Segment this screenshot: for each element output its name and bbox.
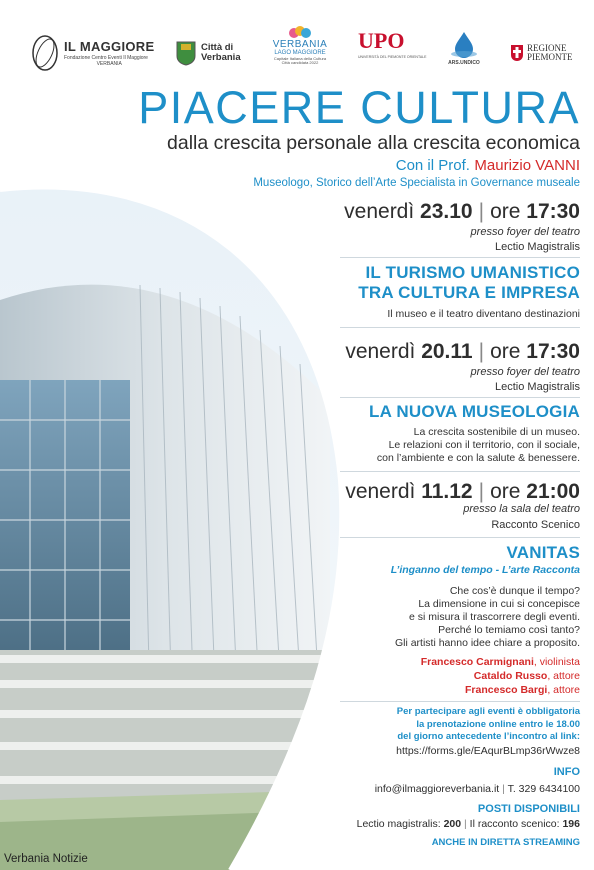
event3-subtitle: L’inganno del tempo - L’arte Racconta (390, 564, 580, 576)
event3-q2: La dimensione in cui si concepisce (418, 598, 580, 610)
verbania-tag1: Capitale Italiana della Cultura (273, 55, 327, 61)
seats-racconto-value: 196 (562, 818, 580, 830)
cast-1-name: Francesco Carmignani (420, 656, 534, 668)
cast-2-role: , attore (547, 670, 580, 682)
event2-date-value: 20.11 (421, 340, 473, 363)
watermark: Verbania Notizie (4, 853, 88, 865)
header (40, 84, 580, 154)
cast-3 (465, 684, 580, 696)
event3-divider2 (340, 701, 580, 702)
maggiore-sub2: VERBANIA (96, 60, 122, 67)
event3-title: VANITAS (506, 543, 580, 562)
event3-q3: e si misura il trascorrere degli eventi. (409, 611, 580, 623)
event3-venue: presso la sala del teatro (463, 503, 580, 515)
logo-regione-piemonte (510, 30, 582, 76)
booking-line3: del giorno antecedente l’incontro al link: (397, 731, 580, 742)
event1-time-label: ore (490, 200, 521, 223)
citta-line2: Verbania (201, 52, 241, 63)
event2-date (345, 340, 580, 364)
logo-citta-di-verbania (176, 30, 246, 76)
info-contacts (375, 783, 580, 795)
speaker-role: Museologo, Storico dell’Arte Specialista in Governance museale (253, 177, 580, 189)
event2-venue: presso foyer del teatro (470, 366, 580, 378)
piemonte-crest-icon (510, 44, 524, 62)
event1-desc: Il museo e il teatro diventano destinazioni (387, 308, 580, 320)
cast-1-role: , violinista (533, 656, 580, 668)
upo-name: UPO (358, 28, 405, 53)
seats-title: POSTI DISPONIBILI (477, 803, 580, 815)
event1-date-value: 23.10 (420, 200, 473, 223)
event3-time: 21:00 (526, 480, 580, 503)
event3-date (345, 480, 580, 504)
event2-title: LA NUOVA MUSEOLOGIA (369, 402, 580, 421)
event2-desc2: Le relazioni con il territorio, con il sociale, (388, 439, 580, 451)
regione-line2: PIEMONTE (527, 52, 573, 62)
streaming-note: ANCHE IN DIRETTA STREAMING (431, 837, 580, 848)
seats-sep: | (461, 818, 470, 830)
info-phone[interactable]: T. 329 6434100 (507, 783, 580, 795)
logo-ars-undico (442, 30, 486, 76)
maggiore-sub1: Fondazione Centro Eventi Il Maggiore (64, 54, 148, 61)
cast-3-name: Francesco Bargi (465, 684, 548, 696)
info-sep: | (502, 783, 505, 795)
event3-q5: Gli artisti hanno idee chiare a proposito. (394, 637, 580, 649)
info-email[interactable]: info@ilmaggioreverbania.it (374, 783, 500, 795)
event3-sep: | (478, 480, 485, 503)
seats-lectio-value: 200 (443, 818, 462, 830)
booking-block (397, 706, 580, 744)
cast-2 (474, 670, 580, 682)
speaker-name: Maurizio VANNI (474, 157, 580, 174)
page-subtitle: dalla crescita personale alla crescita economica (167, 132, 580, 154)
seats-values (357, 818, 580, 830)
event3-q4: Perché lo temiamo così tanto? (438, 624, 580, 636)
upo-sub: UNIVERSITÀ DEL PIEMONTE ORIENTALE (358, 55, 427, 59)
citta-line1: Città di (201, 42, 234, 54)
event1-sep: | (478, 200, 485, 223)
event1-title1: IL TURISMO UMANISTICO (365, 263, 580, 282)
regione-line1: REGIONE (527, 43, 567, 53)
speaker-prefix: Con il Prof. (395, 157, 470, 174)
info-title: INFO (553, 766, 580, 778)
event2-time: 17:30 (526, 340, 580, 363)
event1-divider (340, 257, 580, 258)
event1-venue: presso foyer del teatro (470, 226, 580, 238)
event2-day: venerdì (345, 340, 416, 363)
event3-kind: Racconto Scenico (491, 519, 580, 531)
event1-kind: Lectio Magistralis (495, 241, 580, 253)
event2-sep: | (478, 340, 485, 363)
verbania-colorful-icon (285, 24, 315, 40)
cast-3-role: , attore (547, 684, 580, 696)
event2-desc3: con l’ambiente e con la salute & benessere. (376, 452, 580, 464)
event2-divider2 (340, 471, 580, 472)
event2-kind: Lectio Magistralis (495, 381, 580, 393)
verbania-name: VERBANIA (272, 39, 328, 50)
event3-day: venerdì (345, 480, 416, 503)
event1-day: venerdì (344, 200, 415, 223)
event3-divider (340, 537, 580, 538)
verbania-sub: LAGO MAGGIORE (274, 50, 326, 56)
event1-date (344, 200, 580, 224)
page-title: PIACERE CULTURA (138, 82, 580, 133)
logo-il-maggiore (30, 30, 160, 76)
seats-racconto-label: Il racconto scenico: (469, 818, 560, 830)
event1-title2: TRA CULTURA E IMPRESA (358, 283, 580, 302)
event2-divider (340, 397, 580, 398)
verbania-tag2: Città candidata 2022 (281, 59, 319, 65)
booking-link[interactable]: https://forms.gle/EAqurBLmp36rWwze8 (396, 745, 580, 757)
water-drop-icon (449, 30, 479, 60)
event1-divider2 (340, 327, 580, 328)
event3-time-label: ore (490, 480, 521, 503)
speaker-line (180, 157, 580, 175)
cast-1 (421, 656, 580, 668)
event2-desc1: La crescita sostenibile di un museo. (413, 426, 580, 438)
booking-line1: Per partecipare agli eventi è obbligatoria (396, 706, 580, 717)
event1-time: 17:30 (526, 200, 580, 223)
verbania-crest-icon (176, 40, 196, 66)
logo-verbania-capitale (262, 24, 338, 70)
maggiore-emblem-icon (30, 33, 60, 73)
cast-2-name: Cataldo Russo (473, 670, 548, 682)
seats-lectio-label: Lectio magistralis: (356, 818, 441, 830)
ars-name: ARS.UNDICO (448, 60, 480, 66)
logo-upo (358, 28, 427, 76)
booking-line2: la prenotazione online entro le 18.00 (416, 718, 580, 730)
event3-date-value: 11.12 (421, 480, 473, 503)
maggiore-name: IL MAGGIORE (64, 38, 155, 54)
event3-q1: Che cos’è dunque il tempo? (449, 585, 580, 597)
event2-time-label: ore (490, 340, 521, 363)
